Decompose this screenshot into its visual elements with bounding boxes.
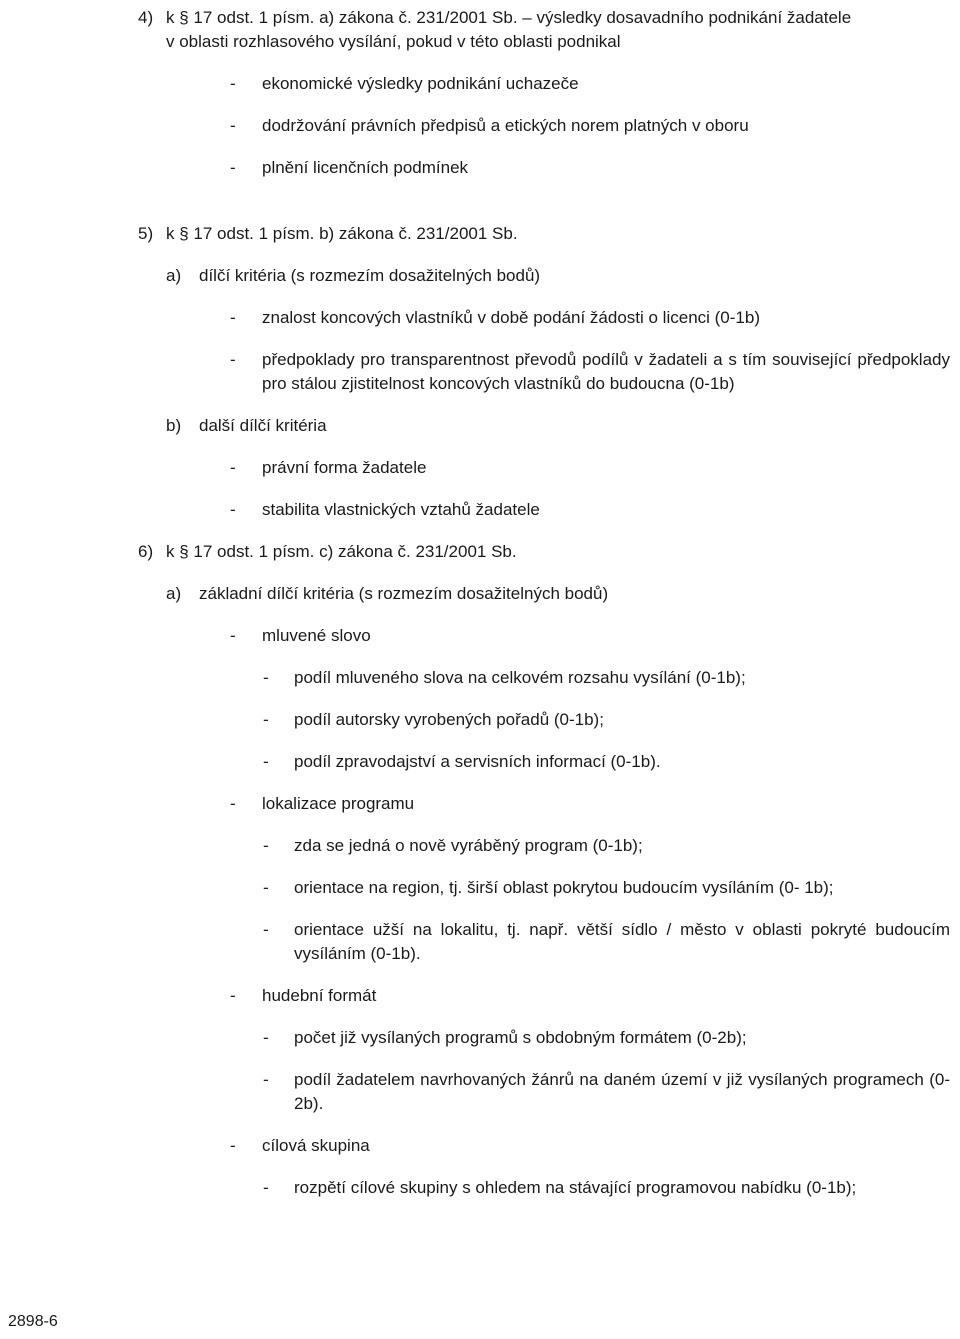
heading-line: k § 17 odst. 1 písm. a) zákona č. 231/2001 Sb. – výsledky dosavadního podnikání žadatele [166,8,852,27]
subsection-heading: základní dílčí kritéria (s rozmezím dosažitelných bodů) [199,584,609,603]
section-heading: k § 17 odst. 1 písm. c) zákona č. 231/2001 Sb. [166,542,517,561]
dash: - [230,116,236,135]
section-number: 5) [138,224,154,243]
group-title: hudební formát [262,986,377,1005]
group-title: lokalizace programu [262,794,415,813]
heading-line: v oblasti rozhlasového vysílání, pokud v této oblasti podnikal [166,32,621,51]
dash: - [263,1070,269,1089]
page-footer-code: 2898-6 [8,1313,58,1330]
dash: - [230,458,236,477]
dash: - [263,710,269,729]
dash: - [263,1178,269,1197]
list-item: předpoklady pro transparentnost převodů podílů v žadateli a s tím související předpoklady pro stálou zjistitelnost koncových vlastníků do budoucna (0-1b) [262,350,950,393]
list-item: znalost koncových vlastníků v době podání žádosti o licenci (0-1b) [262,308,760,327]
list-item: podíl zpravodajství a servisních informací (0-1b). [294,752,661,771]
list-item: orientace na region, tj. širší oblast pokrytou budoucím vysíláním (0- 1b); [294,878,834,897]
dash: - [230,500,236,519]
list-item: podíl mluveného slova na celkovém rozsahu vysílání (0-1b); [294,668,746,687]
list-item: počet již vysílaných programů s obdobným formátem (0-2b); [294,1028,747,1047]
dash: - [230,74,236,93]
subsection-heading: další dílčí kritéria [199,416,327,435]
list-item: podíl žadatelem navrhovaných žánrů na daném území v již vysílaných programech (0-2b). [294,1070,950,1113]
group-title: mluvené slovo [262,626,371,645]
group-title: cílová skupina [262,1136,370,1155]
list-item: dodržování právních předpisů a etických norem platných v oboru [262,116,749,135]
dash: - [230,308,236,327]
dash: - [230,350,236,369]
dash: - [230,986,236,1005]
subsection-heading: dílčí kritéria (s rozmezím dosažitelných bodů) [199,266,541,285]
list-item: zda se jedná o nově vyráběný program (0-1b); [294,836,643,855]
section-heading: k § 17 odst. 1 písm. b) zákona č. 231/2001 Sb. [166,224,518,243]
list-item: stabilita vlastnických vztahů žadatele [262,500,540,519]
list-item: plnění licenčních podmínek [262,158,469,177]
section-heading [166,6,950,30]
list-item: orientace užší na lokalitu, tj. např. větší sídlo / město v oblasti pokryté budoucím vysíláním (0-1b). [294,920,950,963]
dash: - [230,1136,236,1155]
dash: - [230,794,236,813]
list-item: podíl autorsky vyrobených pořadů (0-1b); [294,710,604,729]
subsection-label: a) [166,266,182,285]
subsection-label: b) [166,416,182,435]
dash: - [263,1028,269,1047]
dash: - [263,920,269,939]
dash: - [263,878,269,897]
dash: - [230,626,236,645]
dash: - [263,836,269,855]
dash: - [263,752,269,771]
list-item: právní forma žadatele [262,458,427,477]
section-number: 4) [138,8,154,27]
section-number: 6) [138,542,154,561]
list-item: ekonomické výsledky podnikání uchazeče [262,74,579,93]
subsection-label: a) [166,584,182,603]
dash: - [230,158,236,177]
dash: - [263,668,269,687]
list-item: rozpětí cílové skupiny s ohledem na stávající programovou nabídku (0-1b); [294,1178,857,1197]
